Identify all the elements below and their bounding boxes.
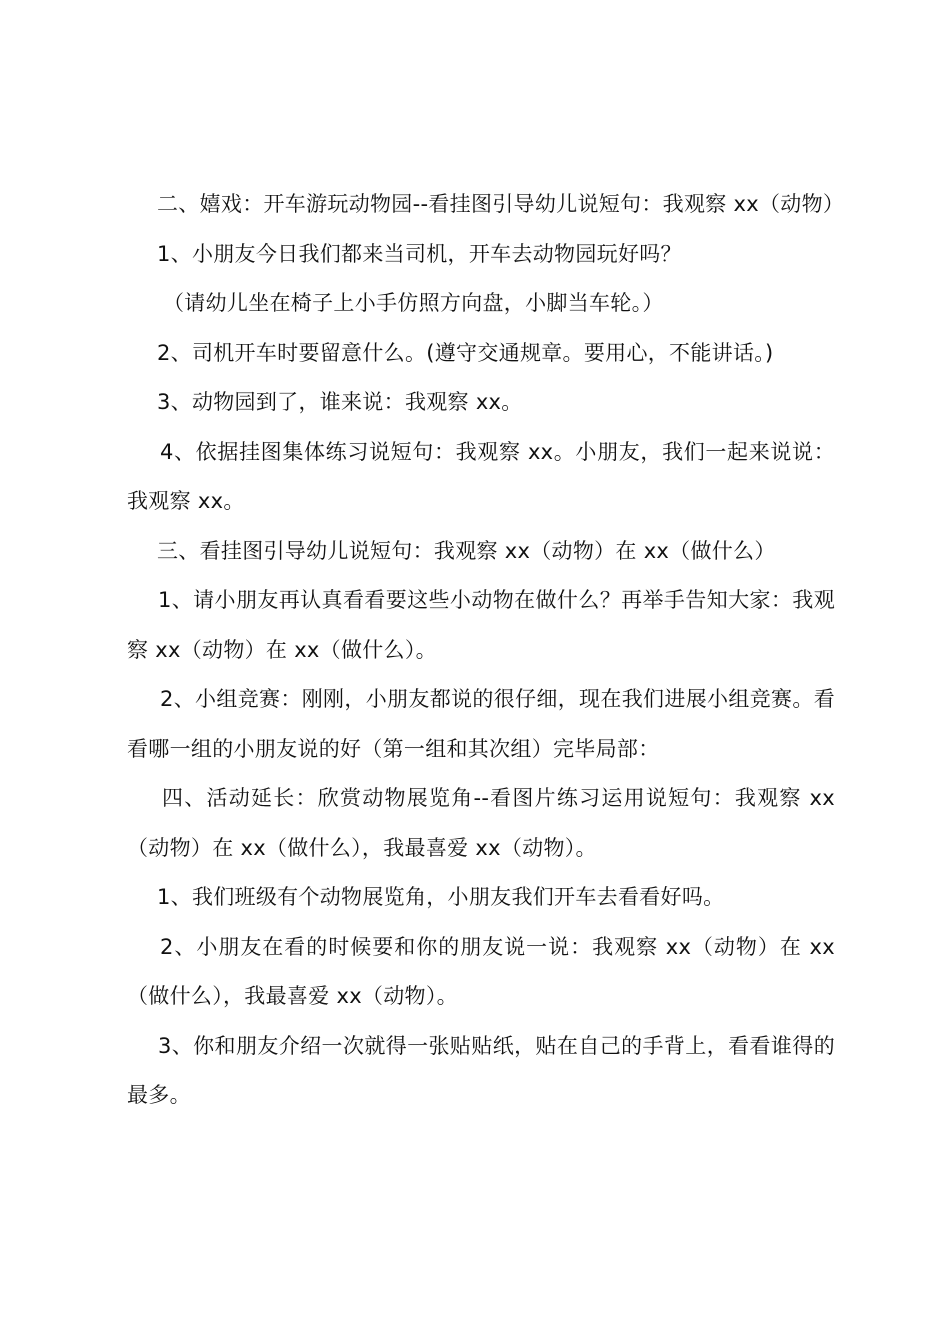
paragraph-step-3: 3、动物园到了，谁来说：我观察 xx。 — [157, 390, 523, 414]
paragraph-section-3-heading: 三、看挂图引导幼儿说短句：我观察 xx（动物）在 xx（做什么） — [157, 538, 776, 563]
document-body — [127, 180, 845, 1121]
paragraph-game-intro: 二、嬉戏：开车游玩动物园--看挂图引导幼儿说短句：我观察 xx（动物） — [157, 192, 845, 216]
paragraph-section-4-step-2: 2、小朋友在看的时候要和你的朋友说一说：我观察 xx（动物）在 xx（做什么），我最喜爱 xx（动物）。 — [127, 934, 835, 1008]
paragraph-section-4-step-3: 3、你和朋友介绍一次就得一张贴贴纸，贴在自己的手背上，看看谁得的最多。 — [127, 1033, 835, 1107]
paragraph-step-1-note: （请幼儿坐在椅子上小手仿照方向盘，小脚当车轮。） — [163, 291, 664, 315]
paragraph-section-4-step-1: 1、我们班级有个动物展览角，小朋友我们开车去看看好吗。 — [157, 885, 725, 909]
paragraph-step-2: 2、司机开车时要留意什么。(遵守交通规章。要用心，不能讲话。) — [157, 340, 774, 365]
paragraph-step-4: 4、依据挂图集体练习说短句：我观察 xx。小朋友，我们一起来说说：我观察 xx。 — [127, 439, 835, 513]
paragraph-section-3-step-1: 1、请小朋友再认真看看要这些小动物在做什么？再举手告知大家：我观察 xx（动物）在 xx（做什么）。 — [127, 588, 835, 662]
paragraph-step-1: 1、小朋友今日我们都来当司机，开车去动物园玩好吗？ — [157, 241, 682, 266]
paragraph-section-3-step-2: 2、小组竞赛：刚刚，小朋友都说的很仔细，现在我们进展小组竞赛。看看哪一组的小朋友说的好（第一组和其次组）完毕局部： — [127, 687, 835, 761]
paragraph-section-4-heading: 四、活动延长：欣赏动物展览角--看图片练习运用说短句：我观察 xx（动物）在 xx（做什么），我最喜爱 xx（动物）。 — [127, 786, 835, 860]
